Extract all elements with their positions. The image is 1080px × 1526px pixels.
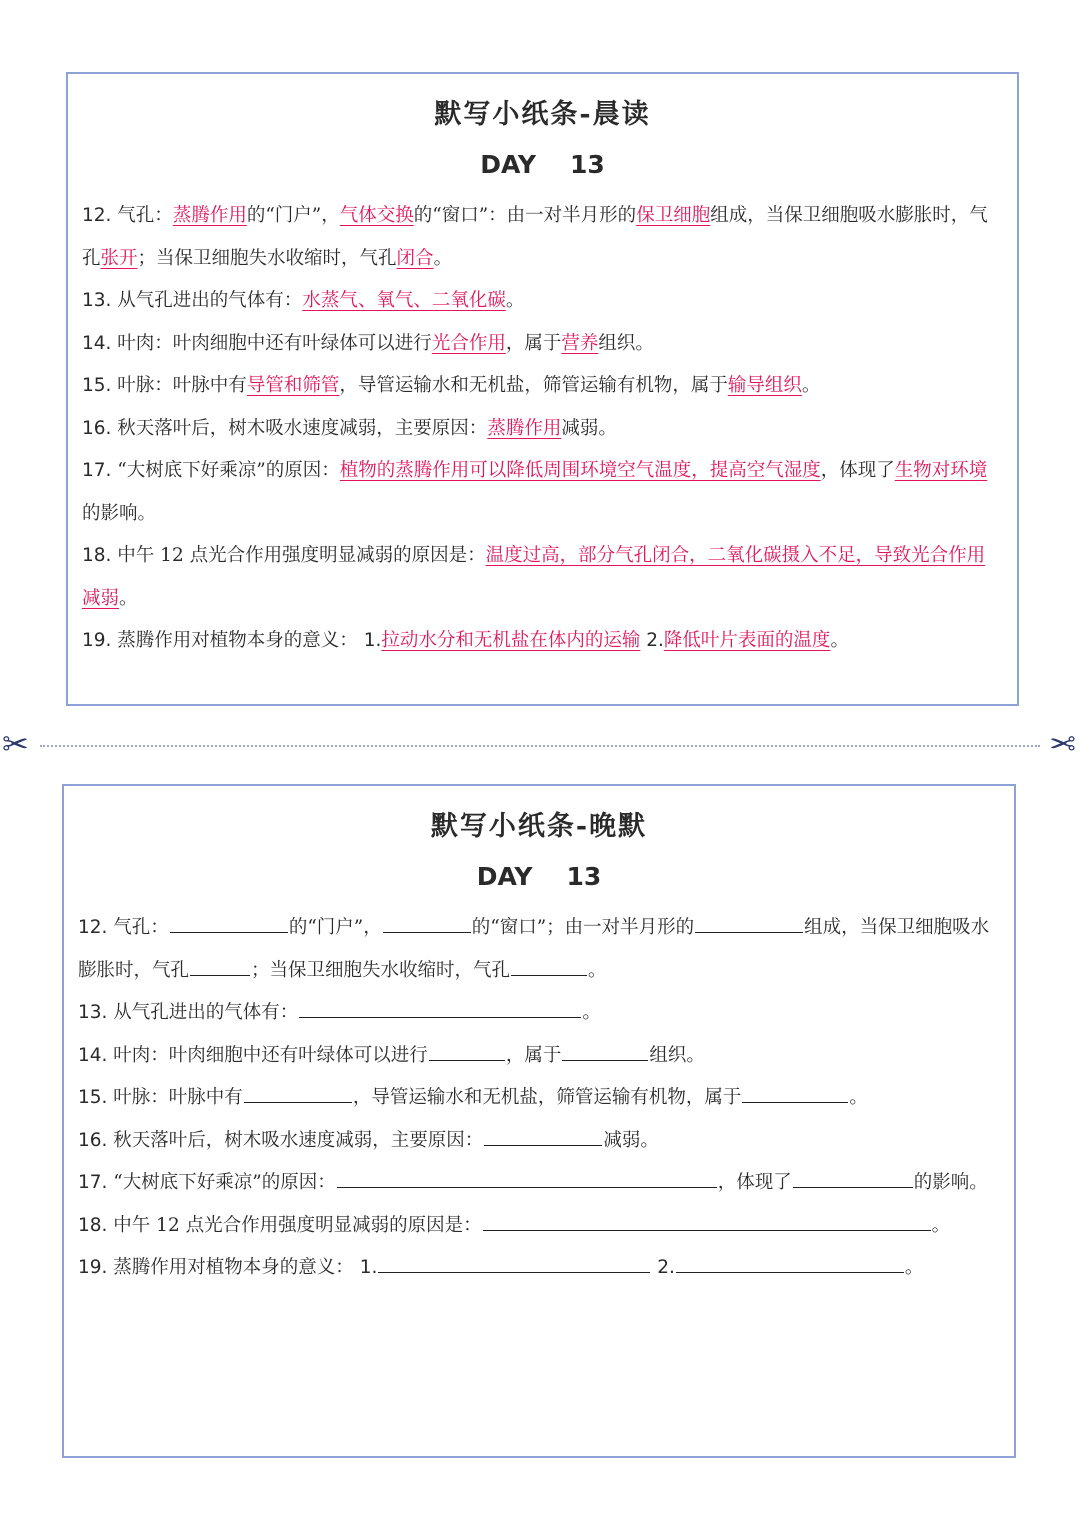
answer: 营养 <box>561 332 599 354</box>
morning-day-number: 13 <box>570 150 605 179</box>
answer-blank[interactable] <box>244 1082 352 1103</box>
scissors-icon: ✂ <box>1049 725 1076 763</box>
evening-day <box>64 862 1014 891</box>
answer-blank[interactable] <box>299 997 581 1018</box>
answer: 气体交换 <box>339 205 414 226</box>
answer: 温度过高，部分气孔闭合，二氧化碳摄入不足，导致光合作用减弱 <box>82 545 986 609</box>
answer: 生物对环境 <box>894 460 988 481</box>
answer-blank[interactable] <box>383 912 471 933</box>
evening-day-number: 13 <box>566 862 602 891</box>
evening-q15: 15. 叶脉：叶脉中有 ，导管运输水和无机盐，筛管运输有机物，属于 。 <box>78 1077 1000 1120</box>
answer: 拉动水分和无机盐在体内的运输 <box>381 630 641 651</box>
answer-blank[interactable] <box>429 1040 505 1061</box>
answer: 光合作用 <box>431 332 506 354</box>
answer-blank[interactable] <box>695 912 803 933</box>
scissors-icon: ✂ <box>2 725 29 763</box>
answer-blank[interactable] <box>190 955 250 976</box>
answer-blank[interactable] <box>562 1040 648 1061</box>
answer: 张开 <box>100 247 138 269</box>
answer-blank[interactable] <box>676 1252 904 1273</box>
evening-q14: 14. 叶肉：叶肉细胞中还有叶绿体可以进行 ，属于 组织。 <box>78 1035 1000 1078</box>
evening-q19: 19. 蒸腾作用对植物本身的意义： 1. 2. 。 <box>78 1247 1000 1290</box>
answer-blank[interactable] <box>170 912 288 933</box>
answer: 输导组织 <box>727 375 802 396</box>
answer: 水蒸气、氧气、二氧化碳 <box>302 290 506 311</box>
morning-q15: 15. 叶脉：叶脉中有导管和筛管，导管运输水和无机盐，筛管运输有机物，属于输导组织。 <box>82 375 821 396</box>
evening-title: 默写小纸条-晚默 <box>430 811 648 842</box>
answer: 蒸腾作用 <box>172 205 247 226</box>
morning-q13: 13. 从气孔进出的气体有：水蒸气、氧气、二氧化碳。 <box>82 290 525 311</box>
answer-blank[interactable] <box>483 1210 931 1231</box>
evening-q13: 13. 从气孔进出的气体有： 。 <box>78 992 1000 1035</box>
morning-day <box>68 150 1017 179</box>
morning-q16: 16. 秋天落叶后，树木吸水速度减弱，主要原因：蒸腾作用减弱。 <box>82 417 617 439</box>
answer: 植物的蒸腾作用可以降低周围环境空气温度，提高空气湿度 <box>339 460 821 481</box>
morning-q14: 14. 叶肉：叶肉细胞中还有叶绿体可以进行光合作用，属于营养组织。 <box>82 332 654 354</box>
cut-line <box>40 745 1040 747</box>
answer: 保卫细胞 <box>636 205 711 226</box>
morning-q17: 17. “大树底下好乘凉”的原因：植物的蒸腾作用可以降低周围环境空气温度，提高空气湿度，体现了生物对环境的影响。 <box>82 460 988 524</box>
answer: 导管和筛管 <box>246 375 340 396</box>
morning-title: 默写小纸条-晨读 <box>434 99 651 130</box>
answer-blank[interactable] <box>378 1252 650 1273</box>
morning-q12: 12. 气孔：蒸腾作用的“门户”，气体交换的“窗口”：由一对半月形的保卫细胞组成，当保卫细胞吸水膨胀时，气孔张开；当保卫细胞失水收缩时，气孔闭合。 <box>82 205 988 269</box>
answer-blank[interactable] <box>337 1167 717 1188</box>
answer-blank[interactable] <box>742 1082 848 1103</box>
morning-card <box>66 72 1019 706</box>
evening-card <box>62 784 1016 1458</box>
answer: 闭合 <box>396 247 434 269</box>
evening-q16: 16. 秋天落叶后，树木吸水速度减弱，主要原因： 减弱。 <box>78 1120 1000 1163</box>
morning-day-label: DAY <box>480 150 536 179</box>
morning-q19: 19. 蒸腾作用对植物本身的意义： 1.拉动水分和无机盐在体内的运输 2.降低叶片表面的温度。 <box>82 630 849 651</box>
answer: 蒸腾作用 <box>487 417 562 439</box>
answer-blank[interactable] <box>793 1167 913 1188</box>
morning-body <box>82 195 1003 663</box>
evening-q12: 12. 气孔： 的“门户”， 的“窗口”；由一对半月形的 组成，当保卫细胞吸水膨胀时，气孔 ；当保卫细胞失水收缩时，气孔 。 <box>78 907 1000 992</box>
answer-blank[interactable] <box>484 1125 602 1146</box>
answer: 降低叶片表面的温度 <box>663 630 831 651</box>
evening-q18: 18. 中午 12 点光合作用强度明显减弱的原因是： 。 <box>78 1205 1000 1248</box>
evening-body <box>78 907 1000 1290</box>
morning-q18: 18. 中午 12 点光合作用强度明显减弱的原因是：温度过高，部分气孔闭合，二氧化碳摄入不足，导致光合作用减弱。 <box>82 545 986 609</box>
evening-q17: 17. “大树底下好乘凉”的原因： ，体现了 的影响。 <box>78 1162 1000 1205</box>
answer-blank[interactable] <box>511 955 587 976</box>
evening-day-label: DAY <box>476 862 533 891</box>
